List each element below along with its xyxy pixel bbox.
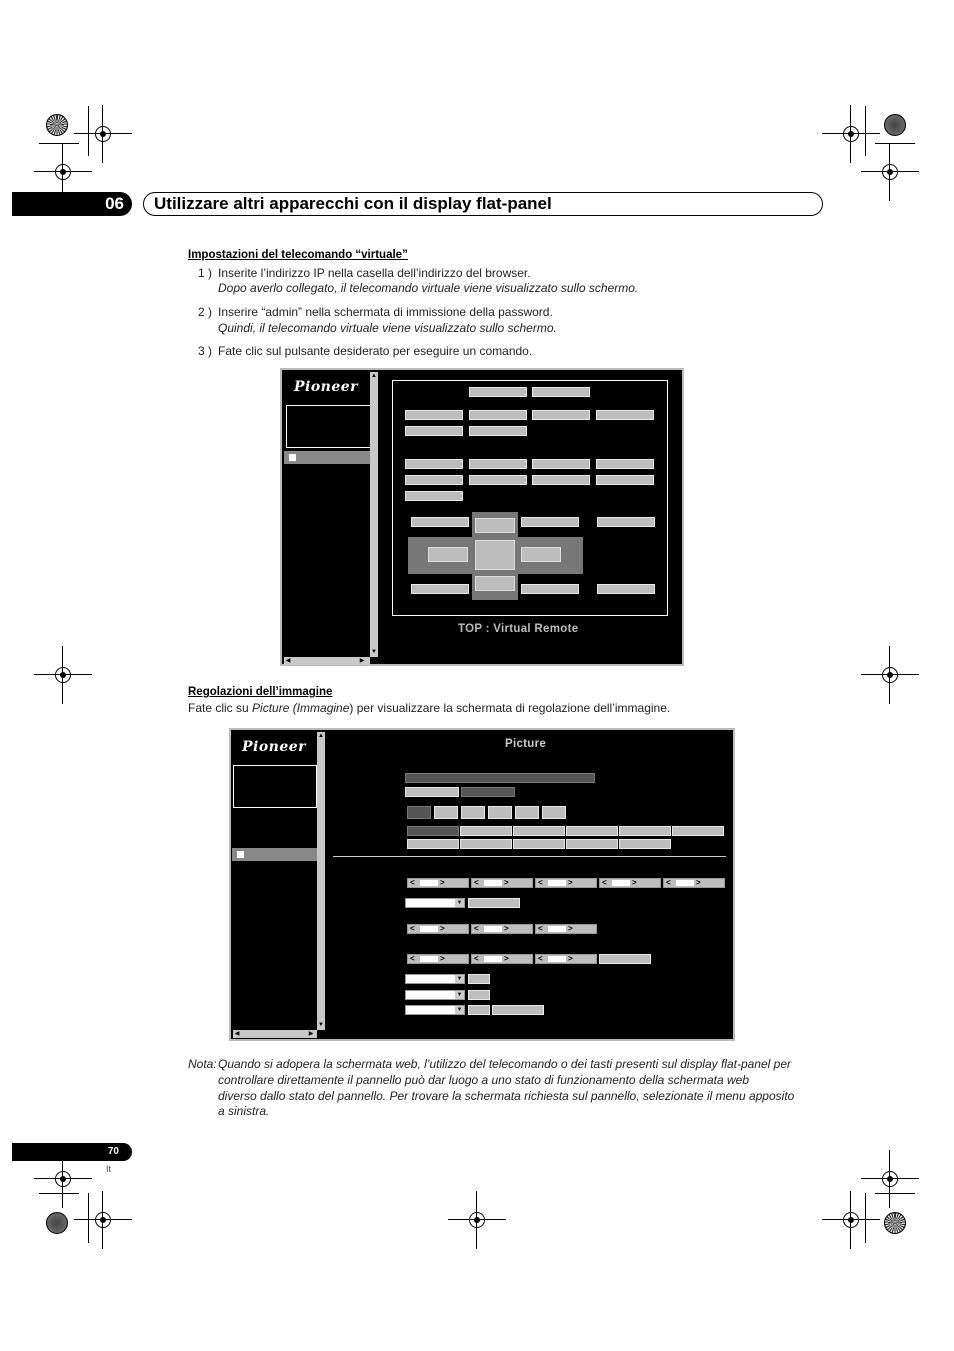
setting-dropdown[interactable] [405,898,465,908]
crop-line [865,1193,866,1243]
increase-icon[interactable]: > [568,954,573,963]
section-title-virtual-remote: Impostazioni del telecomando “virtuale” [188,249,408,261]
picture-tab[interactable] [461,787,515,797]
crosshair-icon [875,157,905,187]
option-button[interactable] [407,826,459,836]
virtual-remote-screenshot [280,368,684,666]
adjust-slider[interactable] [535,954,597,964]
dpad-up-button[interactable] [475,518,515,533]
adjust-slider[interactable] [599,878,661,888]
scroll-left-icon[interactable]: ◀ [285,658,291,664]
remote-button[interactable] [469,410,527,420]
remote-button[interactable] [596,459,654,469]
remote-button[interactable] [521,517,579,527]
slider-value-box [484,926,502,932]
adjust-slider[interactable] [535,924,597,934]
adjust-slider[interactable] [407,878,469,888]
crosshair-icon [88,1205,118,1235]
crosshair-icon [48,660,78,690]
option-button[interactable] [513,826,565,836]
mode-button[interactable] [488,806,512,819]
option-button[interactable] [566,839,618,849]
remote-button[interactable] [521,584,579,594]
remote-button[interactable] [469,475,527,485]
language-code: It [106,1164,112,1174]
setting-button[interactable] [599,954,651,964]
increase-icon[interactable]: > [504,878,509,887]
remote-button[interactable] [405,410,463,420]
remote-button[interactable] [469,426,527,436]
increase-icon[interactable]: > [440,924,445,933]
adjust-slider[interactable] [663,878,725,888]
crop-line [39,143,79,144]
setting-dropdown[interactable] [405,974,465,984]
menu-item-selected[interactable] [232,848,317,861]
crop-line [875,143,915,144]
remote-button[interactable] [532,459,590,469]
status-bar [405,773,595,783]
remote-button[interactable] [411,517,469,527]
pioneer-logo: Pioneer [294,379,359,395]
decrease-icon[interactable]: < [538,954,543,963]
dpad-right-button[interactable] [521,547,561,562]
slider-value-box [548,956,566,962]
crosshair-icon [875,660,905,690]
mode-button[interactable] [461,806,485,819]
chapter-title: Utilizzare altri apparecchi con il display flat-panel [143,192,823,216]
decrease-icon[interactable]: < [474,878,479,887]
increase-icon[interactable]: > [696,878,701,887]
note-line: controllare direttamente il pannello può dar luogo a uno stato di funzionamento della schermata web [218,1073,749,1087]
note-line: diverso dallo stato del pannello. Per trovare la schermata richiesta sul pannello, selezionate il menu apposito [218,1089,795,1103]
slider-value-box [548,926,566,932]
decrease-icon[interactable]: < [666,878,671,887]
section-title-picture: Regolazioni dell’immagine [188,686,333,698]
option-button[interactable] [672,826,724,836]
remote-button[interactable] [532,410,590,420]
remote-button[interactable] [469,459,527,469]
mode-button[interactable] [542,806,566,819]
remote-button[interactable] [532,475,590,485]
scroll-down-icon[interactable]: ▼ [371,649,377,655]
remote-button[interactable] [597,517,655,527]
remote-button[interactable] [532,387,590,397]
section-intro [188,701,670,716]
remote-button[interactable] [405,475,463,485]
intro-text: ) per visualizzare la schermata di regolazione dell’immagine. [349,701,671,715]
step-number: 2 ) [198,305,213,319]
chevron-down-icon[interactable]: ▼ [456,900,463,906]
crop-line [39,1193,79,1194]
step-number: 1 ) [198,266,213,280]
dpad-down-button[interactable] [475,576,515,591]
step-note: Quindi, il telecomando virtuale viene visualizzato sullo schermo. [218,321,557,335]
remote-button[interactable] [405,426,463,436]
slider-value-box [548,880,566,886]
step-text: Inserire “admin” nella schermata di immissione della password. [218,305,553,319]
increase-icon[interactable]: > [504,924,509,933]
registration-disc-icon [884,114,906,136]
screenshot-title: Picture [505,738,547,750]
menu-item-marker-icon [289,454,296,461]
decrease-icon[interactable]: < [410,954,415,963]
setting-button[interactable] [468,990,490,1000]
vertical-scrollbar[interactable] [317,732,325,1030]
increase-icon[interactable]: > [568,924,573,933]
crosshair-icon [836,1205,866,1235]
vertical-scrollbar[interactable] [370,372,378,657]
mode-button[interactable] [515,806,539,819]
mode-button[interactable] [407,806,431,819]
picture-screenshot [229,728,735,1041]
divider [333,856,726,857]
pioneer-logo: Pioneer [242,739,307,755]
scroll-up-icon[interactable]: ▲ [371,373,377,379]
step-text: Fate clic sul pulsante desiderato per eseguire un comando. [218,344,533,358]
increase-icon[interactable]: > [504,954,509,963]
chevron-down-icon[interactable]: ▼ [456,1007,463,1013]
intro-link-text: Picture (Immagine [252,701,350,715]
adjust-slider[interactable] [535,878,597,888]
step-text: Inserite l’indirizzo IP nella casella dell’indirizzo del browser. [218,266,531,280]
remote-button[interactable] [596,410,654,420]
decrease-icon[interactable]: < [538,878,543,887]
decrease-icon[interactable]: < [410,924,415,933]
decrease-icon[interactable]: < [602,878,607,887]
remote-button[interactable] [405,491,463,501]
option-button[interactable] [407,839,459,849]
scroll-up-icon[interactable]: ▲ [318,733,324,739]
menu-item-marker-icon [237,851,244,858]
option-button[interactable] [619,826,671,836]
slider-value-box [420,926,438,932]
step-note: Dopo averlo collegato, il telecomando virtuale viene visualizzato sullo schermo. [218,281,639,295]
step-number: 3 ) [198,344,213,358]
crop-line [88,106,89,156]
chevron-down-icon[interactable]: ▼ [456,976,463,982]
scroll-right-icon[interactable]: ▶ [308,1031,314,1037]
increase-icon[interactable]: > [440,954,445,963]
adjust-slider[interactable] [471,878,533,888]
option-button[interactable] [619,839,671,849]
adjust-slider[interactable] [471,954,533,964]
adjust-slider[interactable] [407,924,469,934]
setting-button[interactable] [468,1005,490,1015]
slider-value-box [484,880,502,886]
note-line: a sinistra. [218,1104,270,1118]
dpad-enter-button[interactable] [475,540,515,570]
registration-disc-icon [46,114,68,136]
scroll-down-icon[interactable]: ▼ [318,1022,324,1028]
menu-item-selected[interactable] [284,451,370,464]
remote-button[interactable] [411,584,469,594]
increase-icon[interactable]: > [568,878,573,887]
mode-button[interactable] [434,806,458,819]
slider-value-box [484,956,502,962]
chapter-number: 06 [12,192,132,216]
slider-value-box [420,956,438,962]
option-button[interactable] [460,839,512,849]
increase-icon[interactable]: > [632,878,637,887]
menu-box [286,405,372,448]
adjust-slider[interactable] [471,924,533,934]
increase-icon[interactable]: > [440,878,445,887]
chevron-down-icon[interactable]: ▼ [456,992,463,998]
crop-line [875,1193,915,1194]
remote-button[interactable] [405,459,463,469]
scroll-right-icon[interactable]: ▶ [359,658,365,664]
crosshair-icon [48,1164,78,1194]
intro-text: Fate clic su [188,701,253,715]
crosshair-icon [462,1205,492,1235]
adjust-slider[interactable] [407,954,469,964]
slider-value-box [612,880,630,886]
crosshair-icon [48,157,78,187]
decrease-icon[interactable]: < [538,924,543,933]
remote-button[interactable] [597,584,655,594]
note-label: Nota: [188,1057,217,1071]
decrease-icon[interactable]: < [410,878,415,887]
option-button[interactable] [513,839,565,849]
crosshair-icon [836,119,866,149]
setting-button[interactable] [468,898,520,908]
crop-line [88,1193,89,1243]
crosshair-icon [875,1164,905,1194]
decrease-icon[interactable]: < [474,954,479,963]
menu-box [233,765,317,808]
slider-value-box [420,880,438,886]
horizontal-scrollbar[interactable] [233,1030,317,1038]
dpad-left-button[interactable] [428,547,468,562]
picture-tab[interactable] [405,787,459,797]
page-number: 70 [12,1143,132,1161]
registration-disc-icon [884,1212,906,1234]
slider-value-box [676,880,694,886]
registration-disc-icon [46,1212,68,1234]
setting-dropdown[interactable] [405,1005,465,1015]
crosshair-icon [88,119,118,149]
remote-button[interactable] [596,475,654,485]
crop-line [865,106,866,156]
option-button[interactable] [460,826,512,836]
setting-button[interactable] [468,974,490,984]
setting-dropdown[interactable] [405,990,465,1000]
setting-button[interactable] [492,1005,544,1015]
decrease-icon[interactable]: < [474,924,479,933]
scroll-left-icon[interactable]: ◀ [234,1031,240,1037]
note-line: Quando si adopera la schermata web, l’utilizzo del telecomando o dei tasti presenti sul display flat-panel per [218,1057,791,1071]
option-button[interactable] [566,826,618,836]
remote-button[interactable] [469,387,527,397]
screenshot-caption: TOP : Virtual Remote [458,623,579,635]
